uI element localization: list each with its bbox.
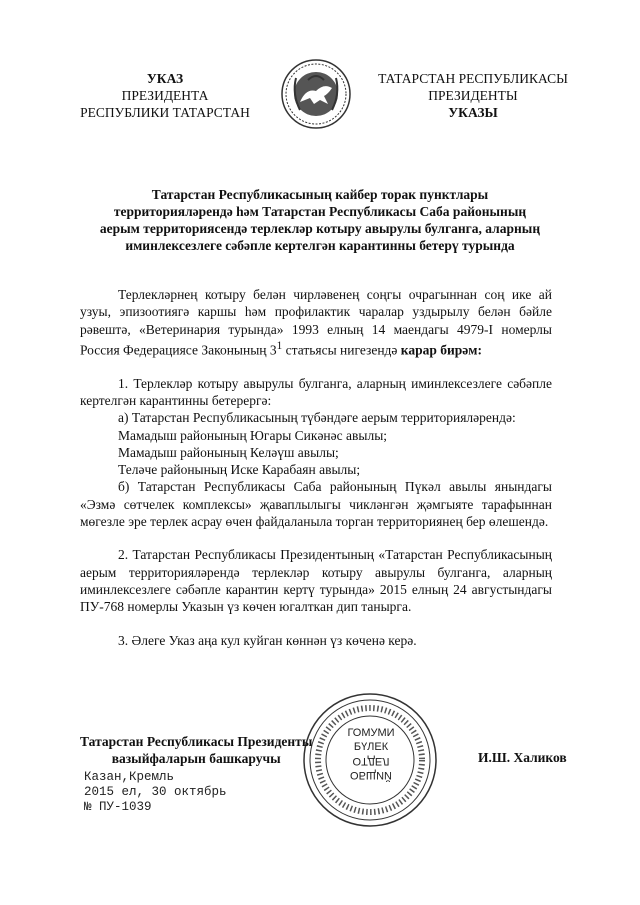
preamble-tail: статьясы нигезендә	[282, 342, 401, 358]
position-line: Татарстан Республикасы Президенты	[80, 734, 313, 749]
item-1: 1. Терлекләр котыру авырулы булганга, аларның иминлексезлеге сәбәпле кертелгән карантинны бетерергә:	[80, 375, 552, 408]
item-2: 2. Татарстан Республикасы Президентының «Татарстан Республикасының аерым территорияләрендә терлекләр котыру авырулы булганга, аларның иминлексезлеге сәбәпле карантин кертү турында» 2015 елның 24 августындагы ПУ-768 номерлы Указын үз көчен югалткан дип танырга.	[80, 547, 552, 615]
preamble-sup: 1	[276, 339, 283, 352]
document-title	[80, 186, 560, 254]
title-line: иминлексезлеге сәбәпле кертелгән карантинны бетерү турында	[125, 238, 515, 253]
signatory-name: И.Ш. Халиков	[478, 750, 567, 765]
header-left-line: ПРЕЗИДЕНТА	[121, 88, 209, 103]
header-right	[368, 70, 578, 121]
item-3: 3. Әлеге Указ аңа кул куйган көннән үз көченә керә.	[118, 632, 417, 648]
stamp-line: ГОМУМИ	[347, 727, 395, 739]
preamble-text: Терлекләрнең котыру белән чирләвенең соңгы очрагыннан соң ике ай узуы, эпизоотиягә каршы һәм профилактик чаралар уздырылу белән бәйле рәвештә, «Ветеринария турында» 1993 елның 14 маендагы 4979-I номерлы Россия Федерациясе Законының 3	[80, 287, 552, 358]
coat-of-arms-icon	[280, 58, 352, 130]
stamp-line: ОБЩИЙ	[350, 769, 392, 781]
place-and-date	[84, 770, 227, 815]
place-line: Казан,Кремль	[84, 770, 175, 784]
header-right-line: УКАЗЫ	[448, 105, 498, 120]
item-1b: б) Татарстан Республикасы Саба районының Пүкәл авылы янындагы «Эзмә сөтчелек комплексы» җаваплылыгы чикләнгән җәмгыяте тарафыннан мөгезле эре терлек асрау өчен файдаланыла торган территориянең бер өлешендә.	[80, 479, 552, 530]
stamp-text	[340, 726, 402, 782]
title-line: Татарстан Республикасының кайбер торак пунктлары	[151, 187, 489, 202]
title-line: территорияләрендә һәм Татарстан Республикасы Саба районының	[113, 204, 527, 219]
position-line: вазыйфаларын башкаручы	[111, 751, 281, 766]
header-right-line: ТАТАРСТАН РЕСПУБЛИКАСЫ	[378, 71, 568, 86]
item-1a: а) Татарстан Республикасының түбәндәге аерым территорияләрендә:	[118, 410, 516, 426]
item-1a-village: Мамадыш районының Келәүш авылы;	[118, 444, 339, 460]
title-line: аерым территориясендә терлекләр котыру авырулы булганга, аларның	[99, 221, 541, 236]
stamp-line: БҮЛЕК	[353, 741, 389, 753]
header-right-line: ПРЕЗИДЕНТЫ	[428, 88, 518, 103]
stamp-line: ОТДЕЛ	[352, 755, 390, 767]
signatory-position	[80, 733, 312, 767]
header-left-line: РЕСПУБЛИКИ ТАТАРСТАН	[80, 105, 250, 120]
preamble-paragraph	[80, 286, 552, 359]
item-1a-village: Теләче районының Иске Карабаян авылы;	[118, 462, 361, 478]
document-body	[80, 286, 552, 649]
preamble-bold: карар бирәм:	[400, 342, 482, 358]
item-1a-village: Мамадыш районының Югары Сикәнәс авылы;	[118, 427, 388, 443]
header-left-line: УКАЗ	[146, 71, 184, 86]
number-line: № ПУ-1039	[84, 800, 152, 814]
header-left	[60, 70, 270, 121]
date-line: 2015 ел, 30 октябрь	[84, 785, 227, 799]
